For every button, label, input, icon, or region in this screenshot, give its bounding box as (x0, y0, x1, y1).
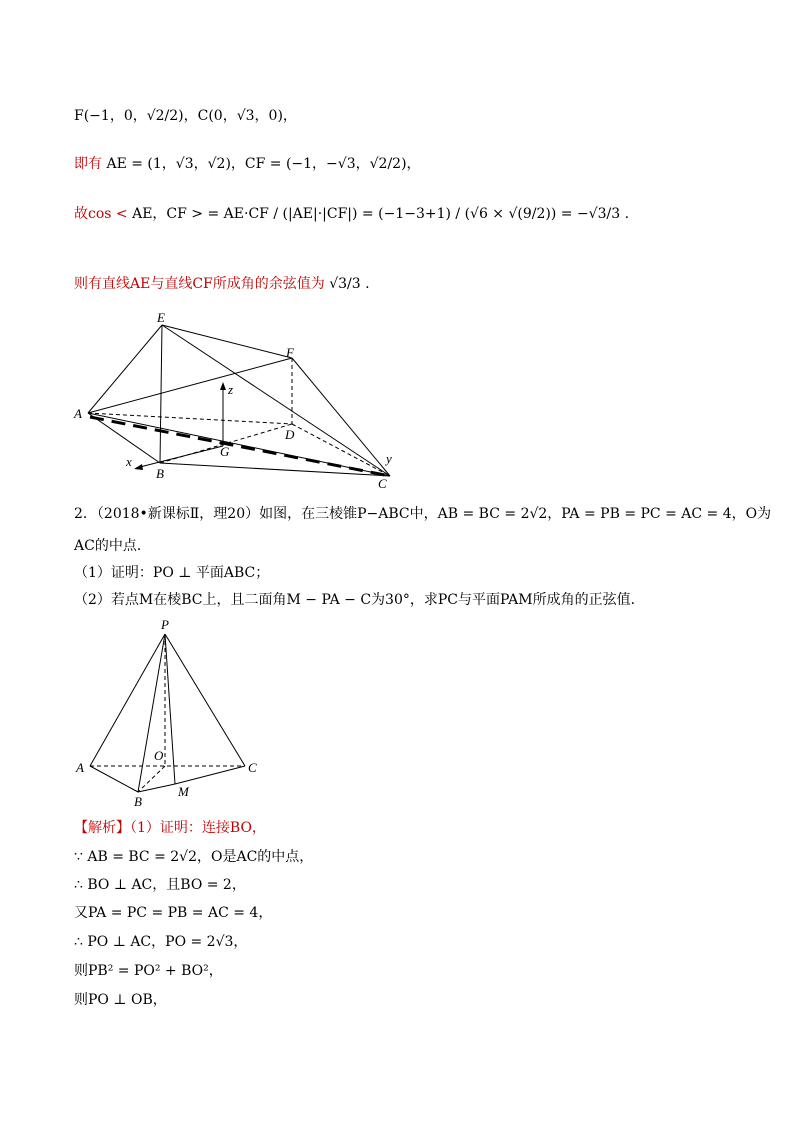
solution2-line1-text: （1）证明：连接BO， (130, 820, 266, 836)
coordinates-text: F(−1，0，√2/2)，C(0，√3，0)， (74, 108, 297, 124)
cosine-line (74, 204, 629, 224)
solution2-line7 (74, 990, 167, 1010)
label-O: O (154, 748, 164, 763)
problem2-header-cont-text: AC的中点． (74, 538, 151, 554)
vectors-prefix: 即有 (74, 156, 102, 172)
cosine-text: AE，CF > = AE·CF / (|AE|·|CF|) = (−1−3+1) / (√6 × √(9/2)) = −√3/3 . (132, 206, 630, 222)
problem2-header-cont (74, 536, 151, 556)
solution2-line3 (74, 875, 246, 895)
label-G: G (220, 444, 230, 459)
label-E: E (157, 310, 165, 325)
label-D: D (285, 427, 295, 442)
conclusion-text: 则有直线AE与直线CF所成角的余弦值为 (74, 276, 325, 292)
solution2-line2 (74, 847, 313, 867)
label-A: A (74, 406, 82, 421)
problem2-part1-text: （1）证明：PO ⊥ 平面ABC； (74, 565, 270, 581)
solution2-line6-text: 则PB² = PO² + BO²， (74, 963, 223, 979)
label-B: B (156, 466, 164, 481)
label-C2: C (248, 760, 257, 775)
problem2-part2-text: （2）若点M在棱BC上，且二面角M − PA − C为30°，求PC与平面PAM所成角的正弦值． (74, 592, 645, 608)
problem2-part2 (74, 590, 645, 610)
vectors-text: AE = (1，√3，√2)，CF = (−1，−√3，√2/2)， (106, 156, 421, 172)
label-F: F (286, 345, 294, 360)
solution2-line1 (74, 818, 266, 838)
solution2-line4-text: 又PA = PC = PB = AC = 4， (74, 905, 273, 921)
label-x: x (126, 454, 132, 469)
solution2-line5 (74, 932, 247, 952)
label-B2: B (134, 794, 142, 809)
label-C: C (378, 476, 387, 491)
solution2-line3-text: ∴ BO ⊥ AC，且BO = 2， (74, 877, 246, 893)
label-M: M (178, 784, 189, 799)
cosine-prefix: 故cos < (74, 206, 128, 222)
figure-pyramid-2 (70, 612, 270, 812)
vectors-line (74, 154, 421, 174)
coordinates-line (74, 106, 297, 126)
solution2-line2-text: ∵ AB = BC = 2√2，O是AC的中点， (74, 849, 314, 865)
solution2-line5-text: ∴ PO ⊥ AC，PO = 2√3， (74, 934, 248, 950)
problem2-part1 (74, 563, 269, 583)
solution-tag: 【解析】 (74, 820, 130, 836)
label-z: z (228, 382, 234, 397)
label-y: y (386, 451, 392, 466)
solution2-line4 (74, 903, 272, 923)
conclusion-value: √3/3 . (329, 276, 370, 292)
conclusion-line (74, 274, 370, 294)
label-P: P (161, 617, 169, 632)
label-A2: A (76, 760, 84, 775)
solution2-line6 (74, 961, 223, 981)
solution2-line7-text: 则PO ⊥ OB， (74, 992, 167, 1008)
figure-pyramid-1 (60, 310, 420, 495)
problem2-header (74, 504, 771, 524)
problem2-header-text: 2．（2018•新课标Ⅱ，理20）如图，在三棱锥P−ABC中，AB = BC = 2√2，PA = PB = PC = AC = 4，O为 (74, 506, 772, 522)
